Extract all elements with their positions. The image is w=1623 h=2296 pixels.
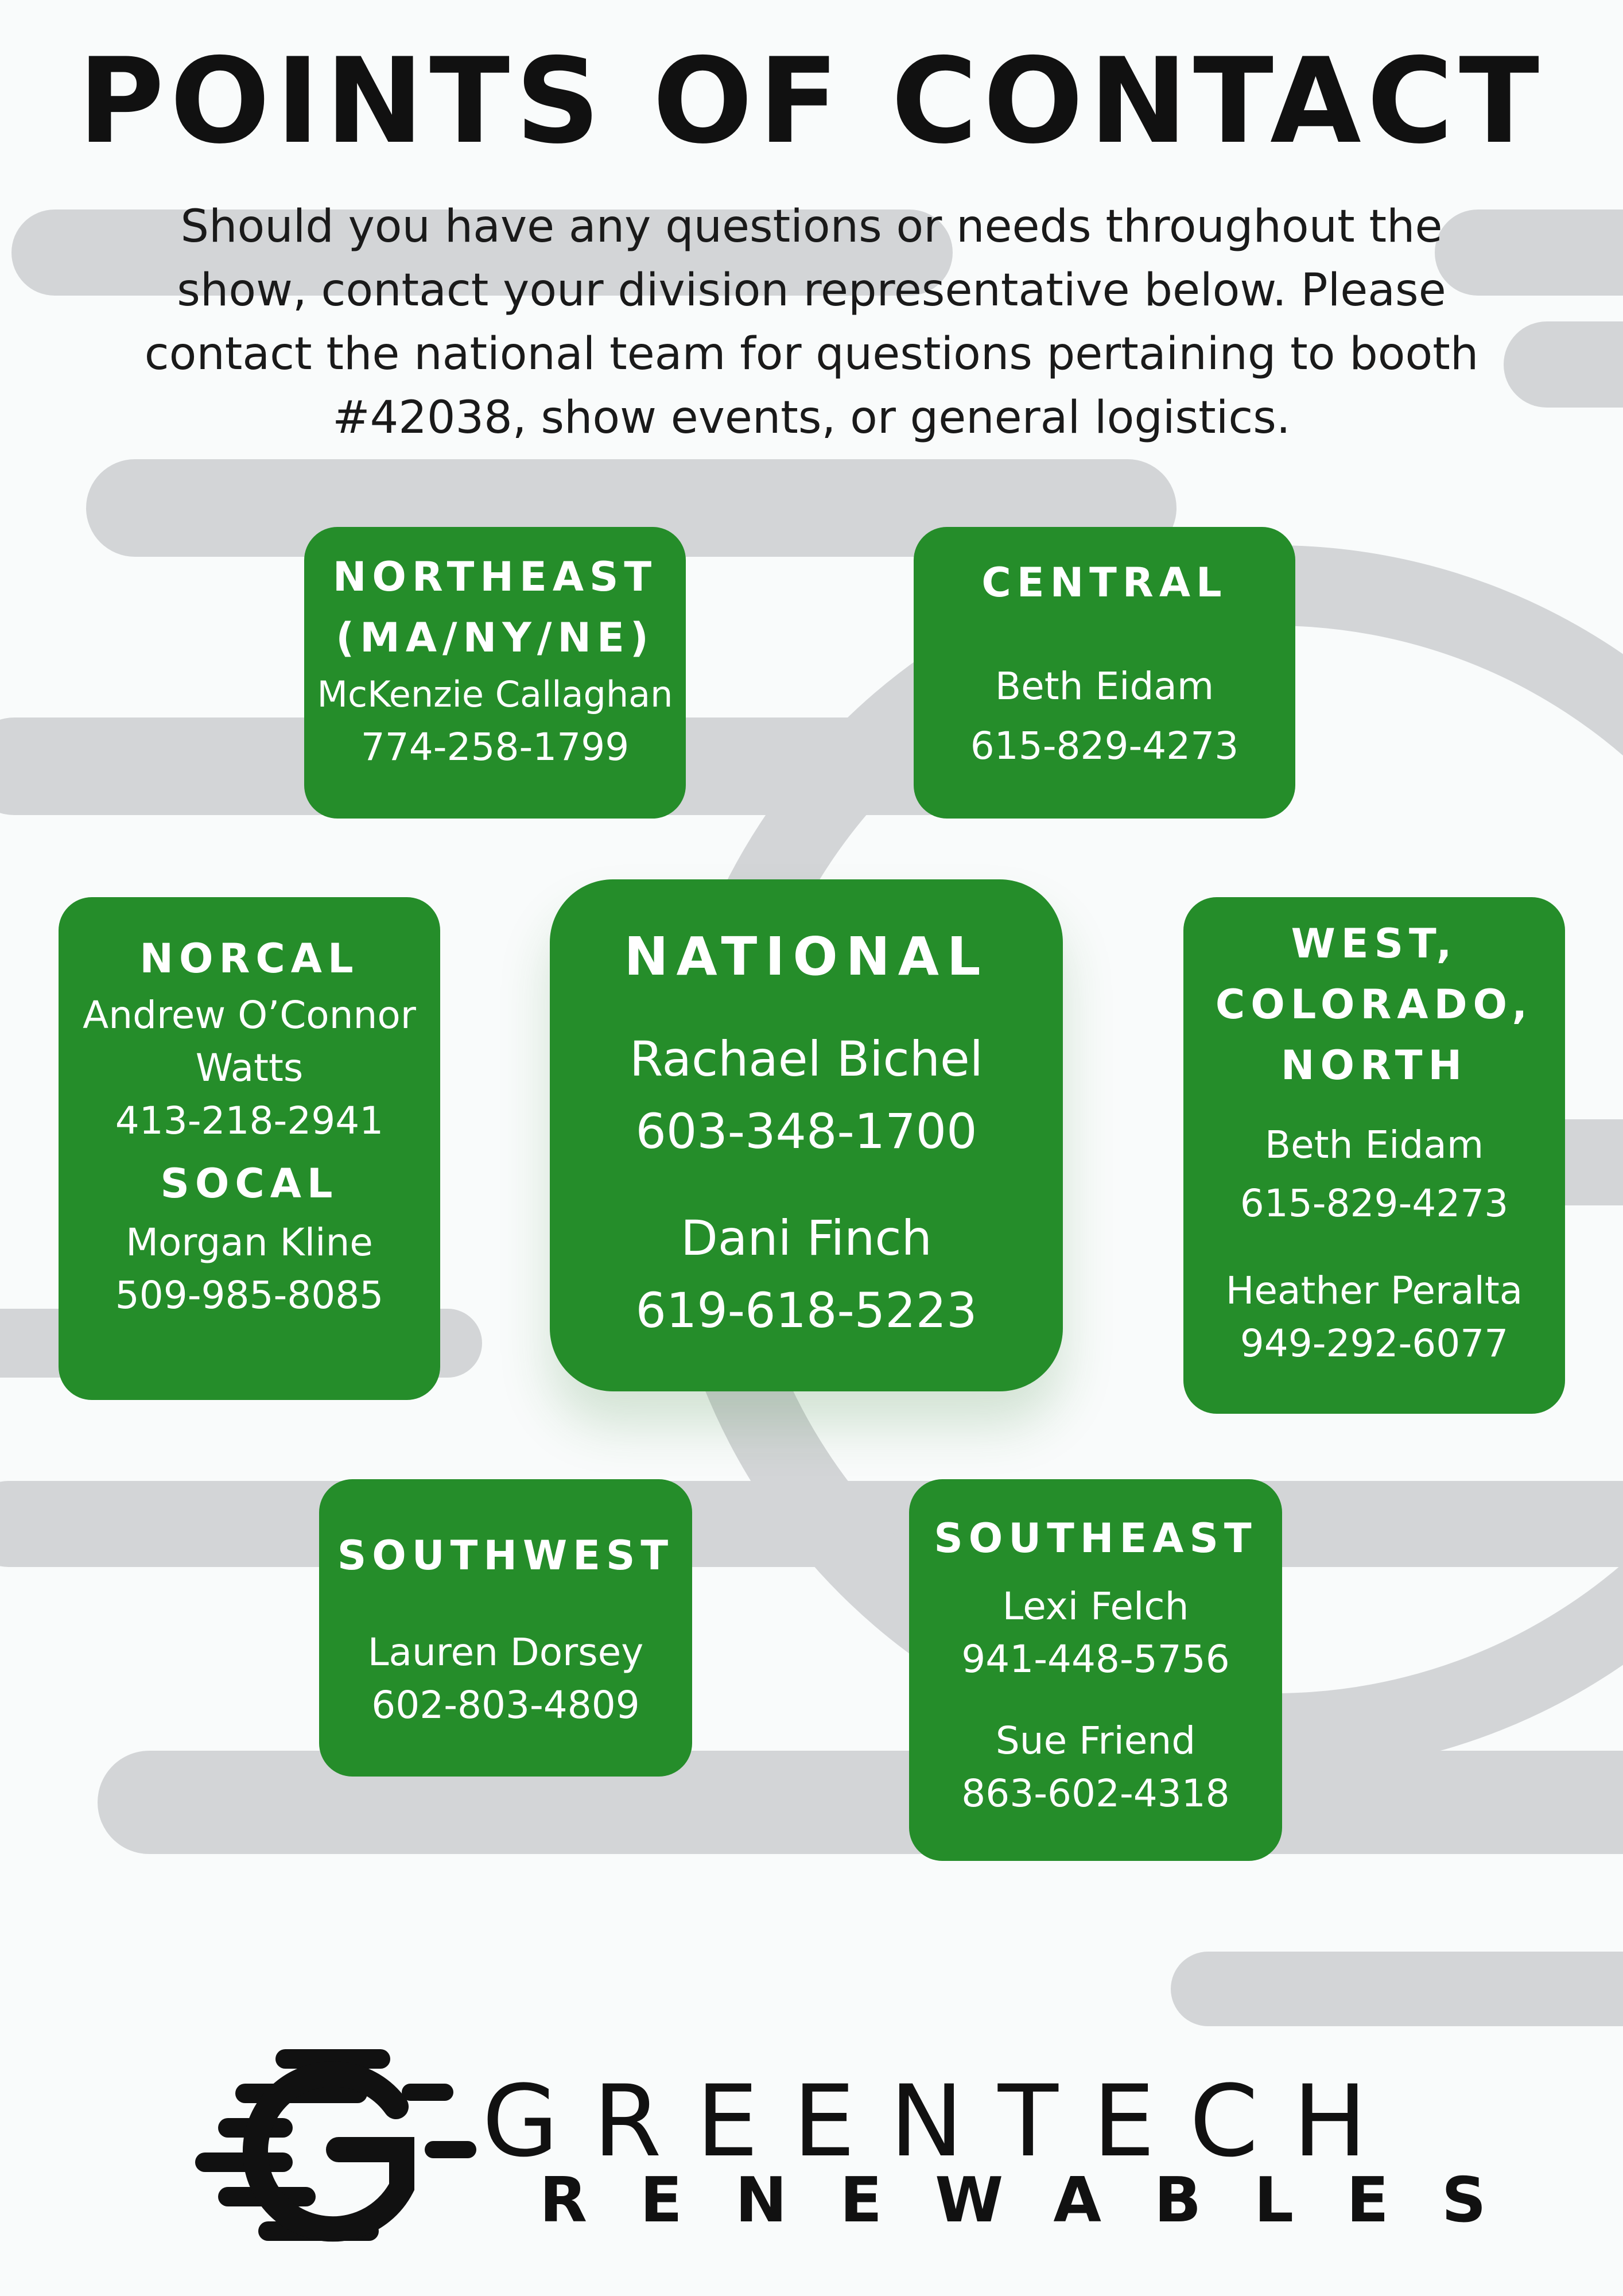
contact-name: McKenzie Callaghan bbox=[317, 673, 673, 715]
greentech-g-icon bbox=[195, 2043, 482, 2250]
contact-phone[interactable]: 941-448-5756 bbox=[961, 1637, 1230, 1681]
contact-name: Beth Eidam bbox=[1264, 1123, 1484, 1167]
contact-phone[interactable]: 602-803-4809 bbox=[371, 1683, 640, 1727]
card-heading: (MA/NY/NE) bbox=[336, 614, 654, 661]
card-heading: NATIONAL bbox=[624, 926, 989, 987]
card-heading: COLORADO, bbox=[1215, 981, 1533, 1028]
intro-text: Should you have any questions or needs throughout the show, contact your division representative below. Please contact the national team for questions pertaining to booth #42038, show events, or general logistics. bbox=[144, 201, 1479, 444]
contact-phone[interactable]: 413-218-2941 bbox=[115, 1099, 384, 1143]
contact-name: Dani Finch bbox=[681, 1210, 932, 1266]
logo-wordmark: GREENTECH bbox=[482, 2064, 1401, 2179]
card-heading: WEST, bbox=[1291, 920, 1458, 967]
page-title: POINTS OF CONTACT bbox=[77, 33, 1546, 170]
contact-name: Andrew O’Connor bbox=[83, 993, 416, 1037]
card-southeast bbox=[909, 1479, 1282, 1861]
card-norcal-socal bbox=[59, 897, 440, 1400]
contact-name: Sue Friend bbox=[995, 1719, 1196, 1763]
contact-name: Rachael Bichel bbox=[629, 1031, 983, 1087]
card-national bbox=[550, 879, 1063, 1391]
contact-phone[interactable]: 603-348-1700 bbox=[635, 1103, 977, 1159]
contact-name: Heather Peralta bbox=[1225, 1269, 1523, 1313]
contact-phone[interactable]: 615-829-4273 bbox=[970, 724, 1239, 768]
logo-subtitle: RENEWABLES bbox=[539, 2165, 1539, 2236]
contact-name: Watts bbox=[195, 1046, 304, 1090]
contact-phone[interactable]: 774-258-1799 bbox=[360, 725, 630, 769]
contact-name: Lexi Felch bbox=[1002, 1584, 1189, 1628]
card-heading: CENTRAL bbox=[981, 559, 1228, 606]
card-heading: NORCAL bbox=[139, 935, 359, 982]
contact-phone[interactable]: 615-829-4273 bbox=[1240, 1181, 1509, 1225]
contact-phone[interactable]: 509-985-8085 bbox=[115, 1273, 384, 1317]
card-southwest bbox=[319, 1479, 692, 1777]
contact-name: Beth Eidam bbox=[995, 664, 1214, 708]
card-heading: NORTHEAST bbox=[332, 553, 658, 600]
card-northeast bbox=[304, 527, 686, 819]
card-heading: SOCAL bbox=[160, 1160, 339, 1207]
contact-phone[interactable]: 619-618-5223 bbox=[635, 1282, 977, 1339]
contact-phone[interactable]: 863-602-4318 bbox=[961, 1771, 1230, 1816]
card-heading: SOUTHEAST bbox=[934, 1515, 1257, 1562]
card-heading: SOUTHWEST bbox=[337, 1532, 674, 1579]
card-central bbox=[914, 527, 1295, 819]
contact-name: Morgan Kline bbox=[126, 1220, 373, 1265]
card-heading: NORTH bbox=[1280, 1042, 1468, 1089]
contact-phone[interactable]: 949-292-6077 bbox=[1240, 1321, 1509, 1366]
contact-name: Lauren Dorsey bbox=[367, 1630, 644, 1674]
card-west-colorado-north bbox=[1183, 897, 1565, 1414]
